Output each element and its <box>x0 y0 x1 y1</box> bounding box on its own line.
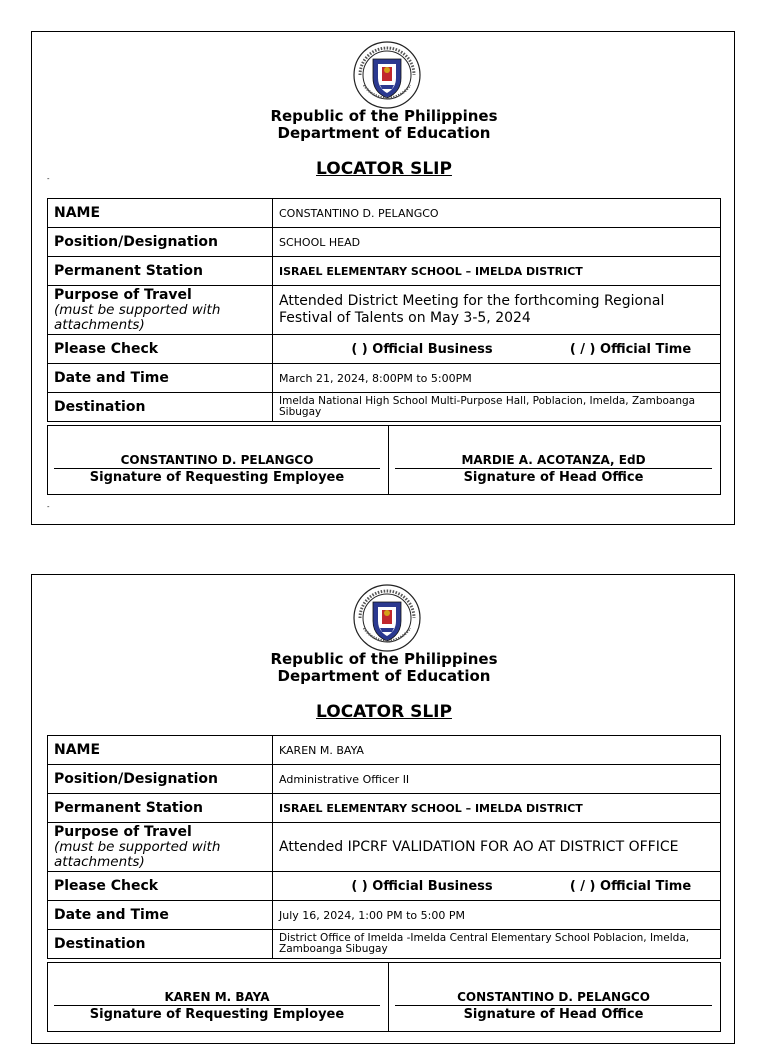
station-label: Permanent Station <box>48 257 273 286</box>
official-time-option: ( / ) Official Time <box>569 341 692 357</box>
name-value: KAREN M. BAYA <box>273 736 721 765</box>
head-name: MARDIE A. ACOTANZA, EdD <box>395 453 712 469</box>
purpose-value: Attended IPCRF VALIDATION FOR AO AT DISTRICT OFFICE <box>273 823 721 872</box>
agency-name: Republic of the Philippines <box>270 650 498 668</box>
head-signature-caption: Signature of Head Office <box>463 470 644 485</box>
official-business-option: ( ) Official Business <box>351 341 493 357</box>
employee-signature-caption: Signature of Requesting Employee <box>89 470 345 485</box>
name-value: CONSTANTINO D. PELANGCO <box>273 199 721 228</box>
head-signature-cell <box>389 963 721 1032</box>
station-value: ISRAEL ELEMENTARY SCHOOL – IMELDA DISTRICT <box>273 794 721 823</box>
table-row <box>48 823 721 872</box>
name-label: NAME <box>48 736 273 765</box>
table-row <box>48 286 721 335</box>
agency-name: Republic of the Philippines <box>270 107 498 125</box>
purpose-label: Purpose of Travel <box>54 824 192 840</box>
datetime-value: July 16, 2024, 1:00 PM to 5:00 PM <box>273 901 721 930</box>
name-label: NAME <box>48 199 273 228</box>
locator-slip-1 <box>31 31 735 525</box>
destination-label: Destination <box>48 393 273 422</box>
locator-slip-2 <box>31 574 735 1044</box>
position-label: Position/Designation <box>48 228 273 257</box>
purpose-label-cell <box>48 823 273 872</box>
purpose-note: (must be supported with attachments) <box>54 302 221 333</box>
slip-details-table <box>47 198 721 422</box>
table-row <box>48 794 721 823</box>
check-options <box>273 872 721 901</box>
datetime-label: Date and Time <box>48 901 273 930</box>
check-label: Please Check <box>48 335 273 364</box>
deped-seal-icon <box>352 583 422 653</box>
signature-row <box>48 426 721 495</box>
employee-signature-caption: Signature of Requesting Employee <box>89 1007 345 1022</box>
purpose-value: Attended District Meeting for the forthcoming Regional Festival of Talents on May 3-5, 2024 <box>273 286 721 335</box>
datetime-label: Date and Time <box>48 364 273 393</box>
position-value: SCHOOL HEAD <box>273 228 721 257</box>
destination-value: Imelda National High School Multi-Purpose Hall, Poblacion, Imelda, Zamboanga Sibugay <box>273 393 721 422</box>
head-name: CONSTANTINO D. PELANGCO <box>395 990 712 1006</box>
employee-signature-cell <box>48 963 389 1032</box>
official-time-option: ( / ) Official Time <box>569 878 692 894</box>
datetime-value: March 21, 2024, 8:00PM to 5:00PM <box>273 364 721 393</box>
purpose-label: Purpose of Travel <box>54 287 192 303</box>
paragraph-mark: - <box>47 175 50 183</box>
station-value: ISRAEL ELEMENTARY SCHOOL – IMELDA DISTRICT <box>273 257 721 286</box>
employee-name: CONSTANTINO D. PELANGCO <box>54 453 380 469</box>
table-row <box>48 736 721 765</box>
purpose-label-cell <box>48 286 273 335</box>
table-row <box>48 901 721 930</box>
deped-seal-icon <box>352 40 422 110</box>
table-row <box>48 364 721 393</box>
table-row <box>48 930 721 959</box>
department-name: Department of Education <box>277 667 491 685</box>
signature-table <box>47 425 721 495</box>
slip-title: LOCATOR SLIP <box>316 159 452 179</box>
department-name: Department of Education <box>277 124 491 142</box>
table-row <box>48 765 721 794</box>
head-signature-caption: Signature of Head Office <box>463 1007 644 1022</box>
table-row <box>48 335 721 364</box>
signature-row <box>48 963 721 1032</box>
check-options <box>273 335 721 364</box>
destination-label: Destination <box>48 930 273 959</box>
purpose-note: (must be supported with attachments) <box>54 839 221 870</box>
head-signature-cell <box>389 426 721 495</box>
destination-value: District Office of Imelda -Imelda Central Elementary School Poblacion, Imelda, Zamboanga Sibugay <box>273 930 721 959</box>
table-row <box>48 257 721 286</box>
employee-signature-cell <box>48 426 389 495</box>
table-row <box>48 228 721 257</box>
signature-table <box>47 962 721 1032</box>
table-row <box>48 393 721 422</box>
table-row <box>48 199 721 228</box>
paragraph-mark: - <box>47 503 50 511</box>
slip-details-table <box>47 735 721 959</box>
station-label: Permanent Station <box>48 794 273 823</box>
position-label: Position/Designation <box>48 765 273 794</box>
employee-name: KAREN M. BAYA <box>54 990 380 1006</box>
check-label: Please Check <box>48 872 273 901</box>
table-row <box>48 872 721 901</box>
official-business-option: ( ) Official Business <box>351 878 493 894</box>
position-value: Administrative Officer II <box>273 765 721 794</box>
slip-title: LOCATOR SLIP <box>316 702 452 722</box>
